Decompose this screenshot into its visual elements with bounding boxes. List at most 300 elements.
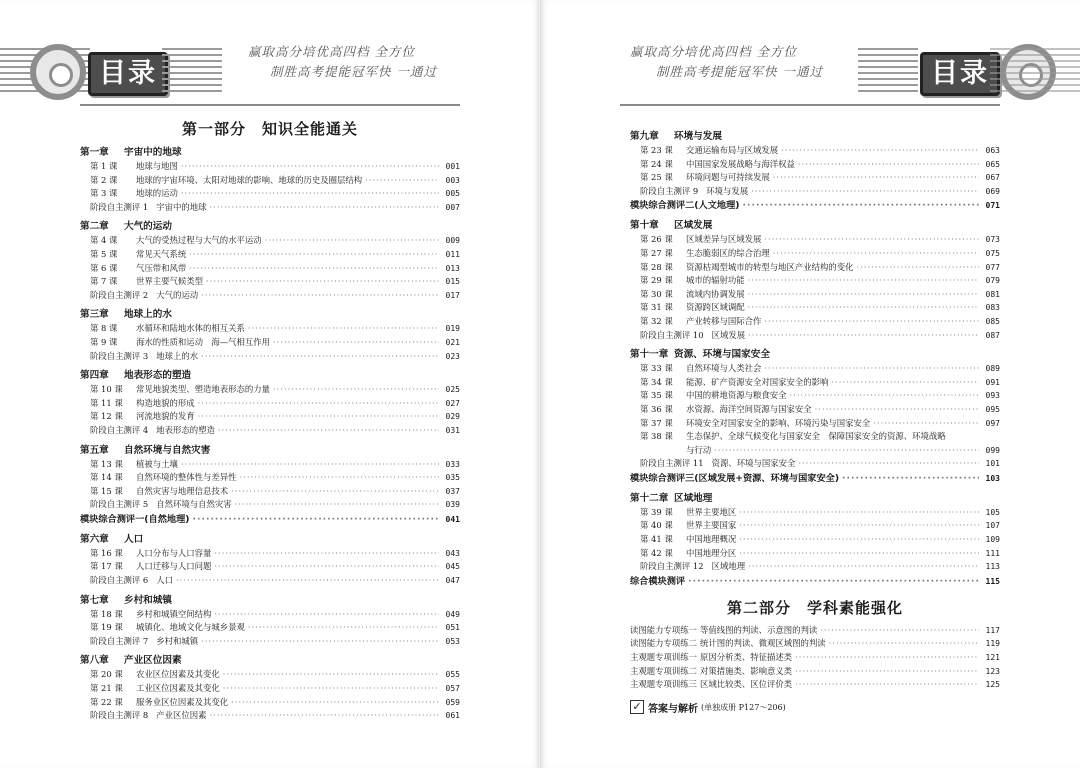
stage-test-entry[interactable] [630, 457, 1000, 471]
page-number: 057 [445, 684, 460, 694]
leader-dots [831, 376, 979, 390]
page-number: 101 [985, 459, 1000, 469]
leader-dots [218, 424, 439, 438]
entry-label: 主观题专项训练三 [630, 679, 697, 690]
entry-label: 阶段自主测评 1 [90, 201, 149, 212]
leader-dots [764, 315, 979, 329]
stage-test-entry[interactable] [630, 185, 1000, 199]
leader-dots [748, 288, 979, 302]
page-number: 061 [445, 711, 460, 721]
leader-dots [773, 247, 979, 261]
stage-test-entry[interactable] [80, 424, 460, 438]
page-number: 035 [445, 473, 460, 483]
leader-dots [273, 336, 439, 350]
lesson-entry[interactable] [80, 160, 460, 174]
page-number: 113 [985, 562, 1000, 572]
chapter-name: 区域发展 [674, 220, 713, 232]
leader-dots [210, 709, 440, 723]
leader-dots [198, 410, 439, 424]
leader-dots [231, 696, 439, 710]
entry-title: 气压带和风带 [136, 262, 187, 273]
gear-icon [30, 44, 86, 100]
leader-dots [748, 274, 979, 288]
entry-title: 综合模块测评 [630, 575, 686, 587]
entry-title: 区域比较类、区位评价类 [700, 679, 793, 690]
leader-dots [231, 485, 439, 499]
chapter-number: 第十二章 [630, 492, 669, 504]
leader-dots [748, 301, 979, 315]
lesson-entry[interactable] [80, 621, 460, 635]
page-number: 045 [445, 562, 460, 572]
page-number: 031 [445, 425, 460, 435]
leader-dots [214, 547, 439, 561]
lesson-entry[interactable] [630, 158, 1000, 172]
part-title: 第一部分 知识全能通关 [181, 120, 358, 138]
chapter-heading[interactable] [80, 307, 460, 322]
entry-label: 第 40 课 [640, 520, 673, 531]
entry-title: 产业区位因素 [156, 710, 207, 721]
leader-dots [764, 362, 979, 376]
entry-title: 模块综合测评一(自然地理) [80, 513, 190, 525]
entry-title: 大气的运动 [156, 289, 199, 300]
lesson-entry[interactable] [630, 247, 1000, 261]
page-number: 065 [985, 159, 1000, 169]
lesson-entry[interactable] [80, 471, 460, 485]
entry-title: 产业转移与国际合作 [686, 315, 762, 326]
page-number: 053 [445, 636, 460, 646]
entry-title: 服务业区位因素及其变化 [136, 696, 229, 707]
entry-label: 第 36 课 [640, 403, 673, 414]
page-number: 075 [985, 248, 1000, 258]
entry-label: 阶段自主测评 6 [90, 575, 149, 586]
entry-title: 乡村和城镇空间结构 [136, 608, 212, 619]
page-number: 091 [985, 377, 1000, 387]
entry-title: 模块综合测评二(人文地理) [630, 200, 740, 212]
entry-label: 阶段自主测评 5 [90, 499, 149, 510]
header-stripes [162, 48, 222, 96]
page-number: 073 [985, 235, 1000, 245]
leader-dots [201, 350, 439, 364]
entry-title: 构造地貌的形成 [136, 397, 195, 408]
lesson-entry[interactable] [630, 376, 1000, 390]
page-number: 033 [445, 459, 460, 469]
entry-title: 资源、环境与国家安全 [711, 458, 796, 469]
lesson-entry[interactable] [630, 430, 1000, 444]
page-number: 109 [985, 535, 1000, 545]
entry-title: 乡村和城镇 [156, 635, 199, 646]
page-number: 085 [985, 316, 1000, 326]
entry-label: 阶段自主测评 4 [90, 424, 149, 435]
chapter-heading[interactable] [80, 219, 460, 234]
page-number: 021 [445, 337, 460, 347]
entry-label: 第 42 课 [640, 547, 673, 558]
page-number: 087 [985, 330, 1000, 340]
page-number: 027 [445, 398, 460, 408]
page-number: 025 [445, 385, 460, 395]
leader-dots [235, 498, 439, 512]
page-number: 037 [445, 486, 460, 496]
lesson-entry[interactable] [630, 403, 1000, 417]
lesson-entry[interactable] [80, 696, 460, 710]
entry-label: 第 29 课 [640, 275, 673, 286]
chapter-name: 乡村和城镇 [124, 594, 172, 606]
entry-title: 中国地理概况 [686, 534, 737, 545]
leader-dots [857, 261, 980, 275]
entry-label: 第 35 课 [640, 390, 673, 401]
page-number: 099 [985, 445, 1000, 455]
chapter-number: 第三章 [80, 309, 109, 321]
chapter-number: 第十章 [630, 220, 659, 232]
lesson-entry[interactable] [630, 417, 1000, 431]
lesson-entry[interactable] [630, 288, 1000, 302]
entry-label: 第 13 课 [90, 458, 123, 469]
entry-title: 能源、矿产资源安全对国家安全的影响 [686, 376, 829, 387]
leader-dots [248, 322, 439, 336]
leader-dots [688, 575, 979, 589]
lesson-entry[interactable] [630, 389, 1000, 403]
chapter-name: 地表形态的塑造 [124, 370, 192, 382]
page-number: 089 [985, 364, 1000, 374]
leader-dots [273, 383, 439, 397]
page-number: 005 [445, 189, 460, 199]
stage-test-entry[interactable] [80, 289, 460, 303]
leader-dots [873, 417, 979, 431]
entry-label: 读图能力专项练一 [630, 624, 697, 635]
entry-title: 区域差异与区域发展 [686, 234, 762, 245]
page-number: 095 [985, 404, 1000, 414]
leader-dots [795, 678, 979, 692]
header-rule [620, 104, 1000, 106]
chapter-name: 区域地理 [674, 492, 713, 504]
entry-label: 阶段自主测评 10 [640, 329, 704, 340]
entry-title: 自然灾害与地理信息技术 [136, 485, 229, 496]
entry-title: 常见天气系统 [136, 248, 187, 259]
entry-label: 第 9 课 [90, 336, 118, 347]
stage-test-entry[interactable] [630, 329, 1000, 343]
chapter-heading[interactable] [630, 129, 1000, 144]
module-test-entry[interactable] [80, 513, 460, 527]
leader-dots [739, 547, 979, 561]
right-toc [630, 124, 1000, 715]
entry-title: 环境问题与可持续发展 [686, 172, 770, 183]
chapter-number: 第九章 [630, 131, 659, 142]
lesson-entry[interactable] [630, 261, 1000, 275]
answer-section-link[interactable] [630, 700, 1000, 715]
stage-test-entry[interactable] [80, 574, 460, 588]
entry-label: 第 3 课 [90, 188, 118, 199]
leader-dots [829, 637, 979, 651]
leader-dots [773, 171, 979, 185]
entry-label: 第 7 课 [90, 276, 118, 287]
page-number: 051 [445, 623, 460, 633]
entry-title: 海水的性质和运动 海—气相互作用 [136, 336, 270, 347]
entry-title-cont: 与行动 [686, 444, 712, 455]
entry-title: 中国的耕地资源与粮食安全 [686, 390, 787, 401]
page-number: 069 [985, 186, 1000, 196]
chapter-heading[interactable] [630, 218, 1000, 233]
entry-label: 第 12 课 [90, 411, 123, 422]
entry-title: 城镇化、地域文化与城乡景观 [136, 622, 245, 633]
chapter-number: 第二章 [80, 221, 109, 233]
entry-label: 第 1 课 [90, 161, 118, 171]
leader-dots [189, 248, 439, 262]
training-entry[interactable] [630, 651, 1000, 665]
stage-test-entry[interactable] [80, 709, 460, 723]
lesson-entry[interactable] [630, 233, 1000, 247]
leader-dots [790, 389, 980, 403]
chapter-heading[interactable] [630, 491, 1000, 506]
entry-label: 主观题专项训练一 [630, 652, 697, 663]
chapter-name: 产业区位因素 [124, 655, 182, 667]
entry-title: 人口迁移与人口问题 [136, 561, 212, 572]
entry-title: 环境与发展 [706, 185, 749, 196]
lesson-entry[interactable] [630, 519, 1000, 533]
leader-dots [751, 185, 979, 199]
entry-title: 中国地理分区 [686, 547, 737, 558]
chapter-heading[interactable] [80, 653, 460, 668]
page-number: 083 [985, 303, 1000, 313]
page-number: 105 [985, 507, 1000, 517]
header-rule [80, 104, 460, 106]
entry-title: 植被与土壤 [136, 458, 178, 469]
entry-label: 第 19 课 [90, 622, 123, 633]
entry-label: 阶段自主测评 11 [640, 458, 704, 469]
entry-label: 阶段自主测评 12 [640, 561, 704, 572]
chapter-name: 地球上的水 [124, 309, 172, 321]
page-number: 017 [445, 290, 460, 300]
lesson-entry[interactable] [80, 322, 460, 336]
page-number: 059 [445, 697, 460, 707]
chapter-heading[interactable] [80, 368, 460, 383]
lesson-entry[interactable] [80, 668, 460, 682]
chapter-name: 资源、环境与国家安全 [674, 349, 770, 361]
leader-dots [181, 160, 439, 174]
entry-label: 第 16 课 [90, 547, 123, 558]
entry-label: 第 5 课 [90, 248, 118, 259]
page-number: 103 [985, 473, 1000, 483]
chapter-heading[interactable] [80, 532, 460, 547]
part-title: 第二部分 学科素能强化 [726, 598, 903, 617]
module-test-entry[interactable] [630, 199, 1000, 213]
page-number: 023 [445, 351, 460, 361]
training-entry[interactable] [630, 678, 1000, 692]
lesson-entry[interactable] [630, 171, 1000, 185]
lesson-entry[interactable] [80, 458, 460, 472]
lesson-entry[interactable] [80, 383, 460, 397]
header-stripes [990, 48, 1080, 96]
entry-title: 流域内协调发展 [686, 288, 745, 299]
page-number: 009 [445, 236, 460, 246]
entry-title: 地球的宇宙环境、太阳对地球的影响、地球的历史及圈层结构 [136, 174, 363, 185]
page-number: 081 [985, 289, 1000, 299]
lesson-entry[interactable] [80, 560, 460, 574]
entry-label: 第 30 课 [640, 288, 673, 299]
leader-dots [214, 608, 439, 622]
page-number: 043 [445, 548, 460, 558]
leader-dots [365, 174, 439, 188]
page-number: 119 [985, 639, 1000, 649]
entry-label: 第 11 课 [90, 397, 123, 408]
entry-title: 常见地貌类型、塑造地表形态的力量 [136, 384, 270, 395]
chapter-name: 人口 [124, 533, 144, 545]
entry-title: 大气的受热过程与大气的水平运动 [136, 235, 262, 246]
entry-label: 第 41 课 [640, 534, 673, 545]
leader-dots [815, 403, 979, 417]
lesson-entry[interactable] [80, 397, 460, 411]
leader-dots [223, 682, 439, 696]
page-number: 071 [985, 201, 1000, 211]
stage-test-entry[interactable] [630, 560, 1000, 574]
lesson-entry[interactable] [80, 262, 460, 276]
entry-title: 水资源、海洋空间资源与国家安全 [686, 403, 812, 414]
page-number: 019 [445, 324, 460, 334]
leader-dots [739, 533, 979, 547]
leader-dots [189, 262, 439, 276]
slogan-line-2: 制胜高考提能冠军快 一通过 [270, 64, 437, 79]
entry-title: 地球的运动 [136, 188, 178, 199]
chapter-number: 第六章 [80, 533, 109, 545]
chapter-number: 第四章 [80, 370, 109, 382]
stage-test-entry[interactable] [80, 350, 460, 364]
lesson-entry[interactable] [80, 336, 460, 350]
lesson-entry[interactable] [80, 410, 460, 424]
chapter-number: 第八章 [80, 655, 109, 667]
slogan-line-1: 赢取高分培优高四档 全方位 [248, 44, 415, 59]
page-number: 039 [445, 500, 460, 510]
training-entry[interactable] [630, 665, 1000, 679]
lesson-entry[interactable] [80, 275, 460, 289]
entry-title: 世界主要地区 [686, 506, 737, 517]
page-number: 111 [985, 548, 1000, 558]
leader-dots [820, 624, 979, 638]
lesson-entry[interactable] [80, 234, 460, 248]
leader-dots [240, 471, 440, 485]
leader-dots [210, 201, 440, 215]
page-number: 013 [445, 263, 460, 273]
leader-dots [748, 560, 979, 574]
page-number: 077 [985, 262, 1000, 272]
lesson-entry[interactable] [630, 274, 1000, 288]
stage-test-entry[interactable] [80, 498, 460, 512]
chapter-name: 环境与发展 [674, 131, 722, 142]
lesson-entry[interactable] [80, 187, 460, 201]
lesson-entry[interactable] [630, 547, 1000, 561]
chapter-name: 宇宙中的地球 [124, 147, 182, 158]
lesson-entry[interactable] [80, 248, 460, 262]
lesson-entry[interactable] [630, 315, 1000, 329]
entry-label: 第 2 课 [90, 174, 118, 185]
entry-label: 阶段自主测评 7 [90, 635, 149, 646]
lesson-entry[interactable] [80, 174, 460, 188]
entry-label: 第 34 课 [640, 376, 673, 387]
entry-title: 环境安全对国家安全的影响、环境污染与国家安全 [686, 417, 871, 428]
entry-title: 城市的辐射功能 [686, 275, 745, 286]
entry-title: 资源跨区域调配 [686, 302, 745, 313]
leader-dots [714, 444, 979, 458]
stage-test-entry[interactable] [80, 201, 460, 215]
lesson-entry[interactable] [630, 301, 1000, 315]
leader-dots [842, 472, 979, 486]
entry-title: 自然环境的整体性与差异性 [136, 472, 237, 483]
lesson-entry[interactable] [80, 682, 460, 696]
lesson-entry[interactable] [80, 608, 460, 622]
entry-label: 第 24 课 [640, 158, 673, 169]
entry-title: 等值线图的判读、示意图的判读 [700, 624, 818, 635]
leader-dots [201, 635, 439, 649]
entry-title: 原因分析类、特征描述类 [700, 652, 793, 663]
lesson-entry[interactable] [80, 485, 460, 499]
leader-dots [739, 506, 979, 520]
chapter-heading[interactable] [80, 145, 460, 160]
entry-label: 第 32 课 [640, 315, 673, 326]
chapter-number: 第一章 [80, 147, 109, 158]
training-entry[interactable] [630, 637, 1000, 651]
entry-label: 阶段自主测评 8 [90, 710, 149, 721]
entry-label: 第 18 课 [90, 608, 123, 619]
lesson-entry[interactable] [630, 506, 1000, 520]
entry-label: 第 33 课 [640, 363, 673, 374]
entry-title: 统计图的判读、微观区域图的判读 [700, 638, 826, 649]
page-number: 055 [445, 670, 460, 680]
chapter-name: 自然环境与自然灾害 [124, 444, 211, 456]
lesson-entry[interactable] [80, 547, 460, 561]
page-number: 093 [985, 391, 1000, 401]
entry-label: 读图能力专项练二 [630, 638, 697, 649]
lesson-entry[interactable] [630, 362, 1000, 376]
entry-label: 第 38 课 [640, 431, 673, 442]
answer-note: (单独成册 P127～206) [701, 702, 786, 712]
slogan-line-2: 制胜高考提能冠军快 一通过 [656, 64, 823, 79]
entry-label: 阶段自主测评 3 [90, 350, 149, 361]
entry-title: 世界主要国家 [686, 520, 737, 531]
chapter-heading[interactable] [80, 443, 460, 458]
leader-dots [795, 665, 979, 679]
leader-dots [748, 329, 979, 343]
toc-badge: 目录 [920, 52, 1000, 96]
chapter-number: 第十一章 [630, 349, 669, 361]
left-toc [80, 118, 460, 723]
page-number: 011 [445, 249, 460, 259]
leader-dots [201, 289, 439, 303]
lesson-entry[interactable] [630, 533, 1000, 547]
module-test-entry[interactable] [630, 575, 1000, 589]
chapter-number: 第七章 [80, 594, 109, 606]
entry-title: 宇宙中的地球 [156, 201, 207, 212]
leader-dots [265, 234, 439, 248]
entry-label: 第 10 课 [90, 384, 123, 395]
answer-label: 答案与解析 [648, 703, 698, 715]
stage-test-entry[interactable] [80, 635, 460, 649]
entry-title: 地表形态的塑造 [156, 424, 215, 435]
entry-label: 第 6 课 [90, 262, 118, 273]
chapter-number: 第五章 [80, 444, 109, 456]
page-number: 117 [985, 625, 1000, 635]
page-number: 123 [985, 666, 1000, 676]
chapter-heading[interactable] [80, 593, 460, 608]
entry-label: 阶段自主测评 2 [90, 289, 149, 300]
entry-title: 模块综合测评三(区域发展+资源、环境与国家安全) [630, 472, 840, 484]
entry-label: 第 22 课 [90, 696, 123, 707]
chapter-heading[interactable] [630, 347, 1000, 362]
training-entry[interactable] [630, 624, 1000, 638]
page-number: 001 [445, 162, 460, 171]
leader-dots [795, 651, 979, 665]
module-test-entry[interactable] [630, 472, 1000, 486]
chapter-name: 大气的运动 [124, 221, 172, 233]
leader-dots [764, 233, 979, 247]
toc-badge: 目录 [88, 52, 168, 96]
lesson-entry[interactable] [630, 144, 1000, 158]
